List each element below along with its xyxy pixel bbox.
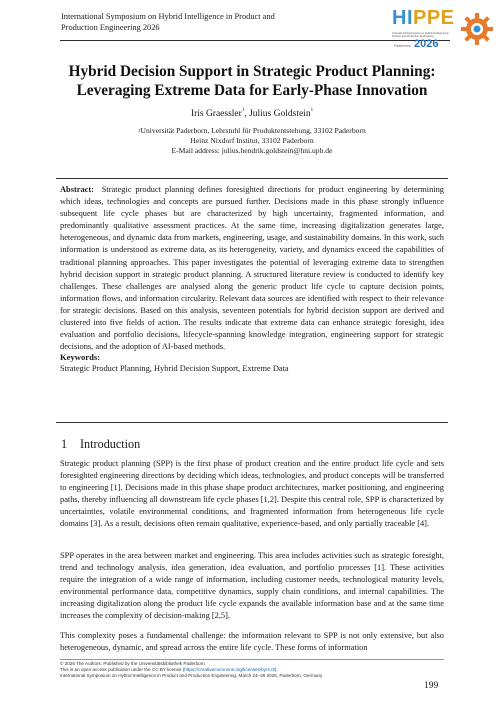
license-line: This is an open access publication under the CC BY license (https://creativecommons.org/licenses/by/4.0/). bbox=[60, 667, 278, 672]
affiliations bbox=[44, 126, 460, 156]
page-number: 199 bbox=[424, 681, 439, 691]
logo-subtitle: International Symposium on Hybrid Intelligence in Product and Production Engineering bbox=[392, 32, 449, 39]
affiliation-line: $^1$Universität Paderborn, Lehrstuhl für Produktentstehung, 33102 Paderborn bbox=[138, 126, 366, 135]
author-name: Julius Goldstein bbox=[249, 109, 311, 119]
license-footer bbox=[60, 661, 444, 679]
footer-divider bbox=[60, 659, 444, 660]
running-header bbox=[61, 12, 311, 33]
author-affil-mark: 1 bbox=[241, 108, 245, 113]
paper-title bbox=[44, 62, 460, 100]
author-name: Iris Graessler bbox=[190, 109, 242, 119]
license-link[interactable]: https://creativecommons.org/licenses/by/4.0/ bbox=[184, 667, 275, 672]
body-paragraph: SPP operates in the area between market and engineering. This area includes activities such as strategic foresight, trend and technology analysis, idea generation, idea evaluation, and portfolio processes [1]. These activities require the integration of a wide range of information, including customer needs, technological maturity levels, environmental performance data, competitive dynamics, supply chain conditions, and internal capabilities. The increasing digitalization along the product life cycle expands the available information base and at the same time increases the complexity of decision-making [2,5]. bbox=[60, 551, 444, 621]
author-separator: , bbox=[244, 109, 250, 119]
logo-place: Paderborn bbox=[394, 44, 411, 48]
abstract-label: Abstract: bbox=[60, 185, 94, 194]
keywords-text: Strategic Product Planning, Hybrid Decision Support, Extreme Data bbox=[60, 364, 289, 373]
section-title: Introduction bbox=[80, 437, 141, 451]
section-number: 1 bbox=[61, 437, 68, 451]
body-paragraph: This complexity poses a fundamental challenge: the information relevant to SPP is not only extensive, but also heterogeneous, dynamic, and spread across the entire life cycle. These forms of information bbox=[60, 631, 444, 653]
title-line-2: Leveraging Extreme Data for Early-Phase Innovation bbox=[76, 82, 428, 99]
section-heading bbox=[61, 437, 140, 452]
body-paragraph: Strategic product planning (SPP) is the first phase of product creation and the entire product life cycle and sets foresighted engineering directions by deciding which ideas, technologies, and product concepts will be transferred to engineering [1]. Decisions made in this phase shape product architectures, market positioning, and engineering paths, thereby influencing all downstream life cycle phases [1,2]. Despite this central role, SPP is characterized by uncertainties, volatile environmental conditions, and fragmented information from heterogeneous life cycle domains [3]. As a result, decisions often remain qualitative, experience-based, and only partially traceable [4]. bbox=[60, 459, 444, 529]
conference-line-1: International Symposium on Hybrid Intelligence in Product and bbox=[61, 12, 275, 21]
abstract-text: Strategic product planning defines foresighted directions for product engineering by determining which ideas, technologies and concepts are pursued further. Decisions made in this phase strongly influence subsequent life cycle phases but are characterized by high uncertainty, fragmented information, and predominantly qualitative assessment practices. At the same time, increasing digitalization generates large, heterogeneous, and dynamic data from markets, engineering, usage, and sustainability domains. In this work, such information is understood as extreme data, as its heterogeneity, variety, and dynamics exceed the capabilities of traditional planning approaches. This paper investigates the potential of leveraging extreme data to strengthen hybrid decision support in strategic product planning. A structured literature review is conducted to identify key challenges. These challenges are analysed along the generic product life cycle to capture decision points, information flows, and information circularity. Relevant data sources are identified with respect to their relevance for strategic decisions. Based on this analysis, seventeen potentials for hybrid decision support are derived and clustered into five fields of action. The results indicate that extreme data can enhance strategic foresight, idea evaluation and portfolio decisions, lifecycle-spanning knowledge integration, engineering support for strategic decisions, and the adoption of AI-based methods. bbox=[60, 185, 444, 352]
abstract bbox=[60, 184, 444, 353]
symposium-line: International Symposium on Hybrid Intelligence in Product and Production Engineering, March 24–26 2026, Paderborn, Germany bbox=[60, 673, 323, 678]
conference-logo bbox=[392, 5, 496, 51]
email-address: E-Mail address: julius.hendrik.goldstein@hni.upb.de bbox=[171, 146, 333, 155]
author-affil-mark: 1 bbox=[310, 108, 314, 113]
gear-icon bbox=[460, 12, 494, 46]
keywords-label: Keywords: bbox=[60, 352, 101, 362]
copyright-line: © 2026 The Authors. Published by the Universitätsbibliothek Paderborn bbox=[60, 661, 205, 666]
affiliation-line: Heinz Nixdorf Institut, 33102 Paderborn bbox=[190, 136, 314, 145]
conference-line-2: Production Engineering 2026 bbox=[61, 22, 160, 32]
logo-wordmark: HIPPE bbox=[392, 7, 455, 29]
title-line-1: Hybrid Decision Support in Strategic Product Planning: bbox=[68, 63, 436, 80]
logo-year: 2026 bbox=[414, 38, 439, 50]
author-list bbox=[44, 109, 460, 119]
